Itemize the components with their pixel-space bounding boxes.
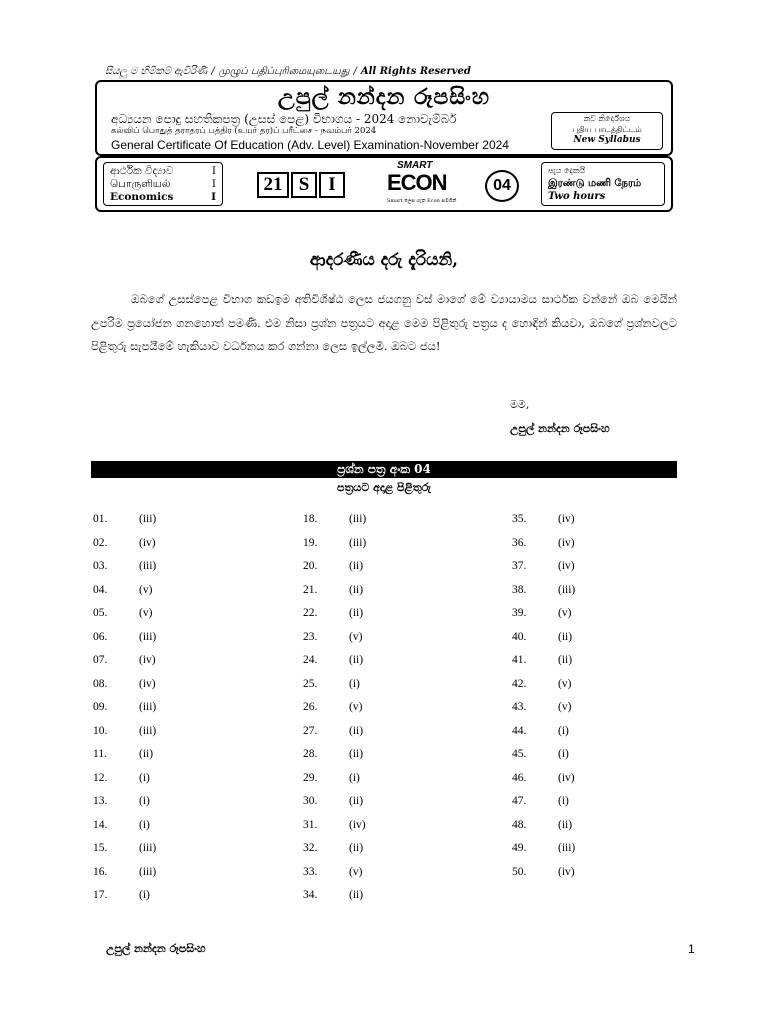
subject-code-part: I [319, 172, 345, 198]
question-number: 45. [512, 748, 527, 760]
question-number: 12. [93, 771, 108, 784]
time-sinhala: පැය දෙකයි [548, 166, 586, 175]
question-number: 09. [93, 701, 108, 713]
answer-row [303, 861, 366, 885]
question-number: 21. [303, 583, 318, 596]
answer-row [303, 720, 366, 744]
answer-row [512, 790, 575, 814]
subject-code-number: 21 [257, 172, 289, 198]
logo-subtext: Smart ලෙස ගැන Econ සමගින් [387, 198, 457, 204]
subject-code-medium: S [291, 172, 317, 198]
answer-row [303, 626, 366, 650]
answer-choice: (v) [349, 630, 363, 643]
answer-row [512, 673, 575, 697]
answer-row [303, 837, 366, 861]
answer-choice: (iii) [139, 724, 157, 737]
answer-row [512, 837, 575, 861]
answer-row [93, 555, 156, 579]
answer-row [303, 790, 366, 814]
greeting-heading: ආදරණීය දරු දැරියනි, [309, 250, 459, 270]
question-number: 42. [512, 677, 527, 690]
answer-choice: (iv) [558, 560, 575, 572]
question-number: 27. [303, 724, 318, 737]
answer-row [512, 579, 575, 603]
answer-row [512, 602, 575, 626]
question-number: 49. [512, 842, 527, 854]
paper-number-badge: 04 [485, 170, 519, 202]
question-number: 33. [303, 865, 318, 878]
answer-choice: (iii) [349, 513, 367, 525]
question-number: 46. [512, 771, 527, 784]
answer-row [512, 767, 575, 791]
question-number: 16. [93, 865, 108, 878]
subject-part: I [211, 191, 216, 203]
question-number: 06. [93, 630, 108, 643]
author-title: උපුල් නන්දන රූපසිංහ [277, 84, 491, 110]
question-number: 20. [303, 560, 318, 572]
question-number: 03. [93, 560, 108, 572]
question-number: 34. [303, 889, 318, 901]
answer-choice: (ii) [349, 724, 364, 737]
page-number: 1 [688, 942, 695, 956]
answer-row [93, 626, 156, 650]
question-number: 26. [303, 701, 318, 713]
answer-choice: (v) [349, 865, 363, 878]
question-number: 19. [303, 536, 318, 549]
copyright-sinhala: සියලු ම හිමිකම් ඇවිරිණි [105, 66, 208, 77]
answer-choice: (iii) [139, 513, 157, 525]
answer-choice: (ii) [349, 795, 364, 807]
answer-choice: (iii) [349, 536, 367, 549]
answer-choice: (ii) [349, 748, 364, 760]
syllabus-english: New Syllabus [573, 135, 641, 145]
answer-row [93, 814, 156, 838]
answer-row [303, 555, 366, 579]
question-number: 35. [512, 513, 527, 525]
answer-choice: (iv) [349, 818, 366, 831]
answer-row [93, 602, 156, 626]
question-number: 50. [512, 865, 527, 878]
exam-header-band [95, 80, 673, 156]
question-number: 38. [512, 583, 527, 596]
question-number: 17. [93, 889, 108, 901]
question-number: 07. [93, 654, 108, 666]
question-number: 48. [512, 818, 527, 831]
answer-row [303, 884, 366, 908]
answer-choice: (i) [139, 771, 150, 784]
question-number: 02. [93, 536, 108, 549]
answer-row [303, 508, 366, 532]
footer-author: උපුල් නන්දන රූපසිංහ [106, 942, 206, 955]
answer-choice: (ii) [139, 748, 154, 760]
answer-choice: (i) [349, 677, 360, 690]
answer-choice: (ii) [558, 654, 573, 666]
question-number: 25. [303, 677, 318, 690]
question-number: 04. [93, 583, 108, 596]
exam-title-tamil: கல்விப் பொதுத் தராதரப் பத்திர (உயர் தர)ப் பரீட்சை - நவம்பர் 2024 [111, 126, 377, 136]
signature-name: උපුල් නන්දන රූපසිංහ [510, 422, 610, 435]
answer-row [303, 649, 366, 673]
answer-row [303, 743, 366, 767]
time-box [541, 162, 665, 206]
question-number: 44. [512, 724, 527, 737]
answer-row [93, 767, 156, 791]
subject-part: I [211, 165, 216, 177]
answer-choice: (iv) [558, 536, 575, 549]
exam-title-english: General Certificate Of Education (Adv. Level) Examination-November 2024 [111, 138, 509, 152]
question-number: 08. [93, 677, 108, 690]
answer-choice: (v) [558, 701, 572, 713]
answer-choice: (iii) [139, 560, 157, 572]
answer-row [512, 696, 575, 720]
question-number: 30. [303, 795, 318, 807]
answer-choice: (ii) [558, 818, 573, 831]
answer-row [303, 767, 366, 791]
answer-row [93, 861, 156, 885]
answer-choice: (i) [558, 795, 569, 807]
copyright-english: All Rights Reserved [360, 66, 471, 77]
answer-row [512, 861, 575, 885]
answer-choice: (i) [558, 748, 569, 760]
answer-choice: (v) [558, 677, 572, 690]
answer-choice: (iii) [139, 630, 157, 643]
answer-choice: (iv) [139, 654, 156, 666]
exam-title-sinhala: අධ්‍යයන පොදු සහතිකපත්‍ර (උසස් පෙළ) විභාගය - 2024 නොවැම්බර් [111, 112, 457, 126]
question-number: 29. [303, 771, 318, 784]
answer-row [303, 673, 366, 697]
answer-row [512, 508, 575, 532]
question-number: 13. [93, 795, 108, 807]
answer-choice: (iv) [139, 677, 156, 690]
answer-row [303, 532, 366, 556]
question-number: 23. [303, 630, 318, 643]
syllabus-box [551, 112, 663, 150]
answer-choice: (iv) [139, 536, 156, 549]
question-number: 05. [93, 607, 108, 619]
signature-line: මම, [510, 398, 530, 411]
answer-column-3 [512, 508, 575, 884]
question-number: 24. [303, 654, 318, 666]
logo-top-text: SMART [397, 160, 433, 171]
question-number: 39. [512, 607, 527, 619]
answer-choice: (iii) [139, 865, 157, 878]
answer-row [303, 579, 366, 603]
answer-choice: (ii) [349, 583, 364, 596]
answer-choice: (ii) [349, 889, 364, 901]
answer-choice: (iii) [139, 701, 157, 713]
answer-choice: (iii) [558, 583, 576, 596]
answer-choice: (ii) [349, 560, 364, 572]
answer-choice: (i) [139, 889, 150, 901]
question-number: 22. [303, 607, 318, 619]
answer-choice: (iii) [558, 842, 576, 854]
syllabus-sinhala: නව නිර්දේශය [583, 114, 631, 123]
letter-body: ඔබගේ උසස්පෙළ විභාග කඩඉම අතිවිශිෂ්ඨ ලෙස ජයගනු වස් මාගේ මේ ව්‍යායාමය සාර්ථක වන්නේ ඔබ මෙයින් උපරිම ප්‍රයෝජන ගනහොත් පමණි. එම නිසා ප්‍රශ්න පත්‍රයට අදාළ මෙම පිළිතුරු පත්‍රය ද හොඳින් කියවා, ඔබගේ ප්‍රශ්නවලට පිළිතුරු සැපයීමේ හැකියාව වර්ධනය කර ගන්නා ලෙස ඉල්ලමි. ඔබට ජය! [91, 292, 677, 353]
subject-part: I [211, 178, 216, 190]
answer-row [93, 790, 156, 814]
answer-row [93, 720, 156, 744]
answer-row [93, 579, 156, 603]
smart-econ-logo [387, 158, 459, 208]
question-number: 36. [512, 536, 527, 549]
question-number: 37. [512, 560, 527, 572]
answer-choice: (iv) [558, 865, 575, 878]
answer-row [512, 720, 575, 744]
answer-choice: (i) [139, 818, 150, 831]
answer-choice: (ii) [558, 630, 573, 643]
question-number: 11. [93, 748, 107, 760]
subject-english: Economics [110, 191, 174, 203]
answer-choice: (v) [139, 607, 153, 619]
answer-choice: (v) [139, 583, 153, 596]
answer-column-1 [93, 508, 156, 908]
answer-row [512, 649, 575, 673]
answer-row [93, 532, 156, 556]
answer-subtitle: පත්‍රයට අදාළ පිළිතුරු [337, 481, 431, 494]
answer-row [512, 814, 575, 838]
answer-column-2 [303, 508, 366, 908]
question-number: 40. [512, 630, 527, 643]
question-number: 41. [512, 654, 527, 666]
answer-row [93, 837, 156, 861]
answer-choice: (iv) [558, 771, 575, 784]
answer-choice: (ii) [349, 842, 364, 854]
answer-choice: (i) [349, 771, 360, 784]
answer-row [512, 626, 575, 650]
question-number: 32. [303, 842, 318, 854]
answer-choice: (iv) [558, 513, 575, 525]
subject-tamil: பொருளியல் [110, 178, 171, 190]
signature-block [510, 393, 610, 441]
question-number: 47. [512, 795, 527, 807]
question-number: 31. [303, 818, 318, 831]
question-number: 10. [93, 724, 108, 737]
question-number: 14. [93, 818, 108, 831]
logo-main-text: ECON [387, 170, 447, 195]
answer-row [93, 673, 156, 697]
answer-choice: (iii) [139, 842, 157, 854]
copyright-line: සියලු ම හිමිකම් ඇවිරිණි / முழுப் பதிப்புரிமையுடையது / All Rights Reserved [105, 66, 471, 77]
subject-sinhala: ආර්ථික විද්‍යාව [110, 165, 174, 177]
question-number: 15. [93, 842, 108, 854]
answer-choice: (i) [139, 795, 150, 807]
answer-row [93, 649, 156, 673]
question-number: 43. [512, 701, 527, 713]
answer-row [303, 602, 366, 626]
answer-choice: (ii) [349, 654, 364, 666]
question-number: 01. [93, 513, 108, 525]
answer-choice: (ii) [349, 607, 364, 619]
paper-info-band [95, 156, 673, 212]
answer-row [93, 696, 156, 720]
copyright-tamil: முழுப் பதிப்புரிமையுடையது [218, 66, 350, 77]
answer-row [93, 743, 156, 767]
answer-choice: (i) [558, 724, 569, 737]
time-tamil: இரண்டு மணி நேரம் [548, 178, 642, 189]
answer-choice: (v) [349, 701, 363, 713]
subject-code [257, 172, 347, 198]
subject-box [103, 162, 223, 206]
answer-row [512, 743, 575, 767]
answer-row [512, 555, 575, 579]
answer-row [512, 532, 575, 556]
answer-banner: ප්‍රශ්න පත්‍ර අංක 04 [91, 461, 677, 478]
answer-row [303, 696, 366, 720]
answer-row [93, 508, 156, 532]
time-english: Two hours [548, 191, 606, 202]
question-number: 18. [303, 513, 318, 525]
answer-row [93, 884, 156, 908]
syllabus-tamil: புதிய பாடத்திட்டம் [572, 125, 642, 134]
answer-row [303, 814, 366, 838]
answer-choice: (v) [558, 607, 572, 619]
question-number: 28. [303, 748, 318, 760]
